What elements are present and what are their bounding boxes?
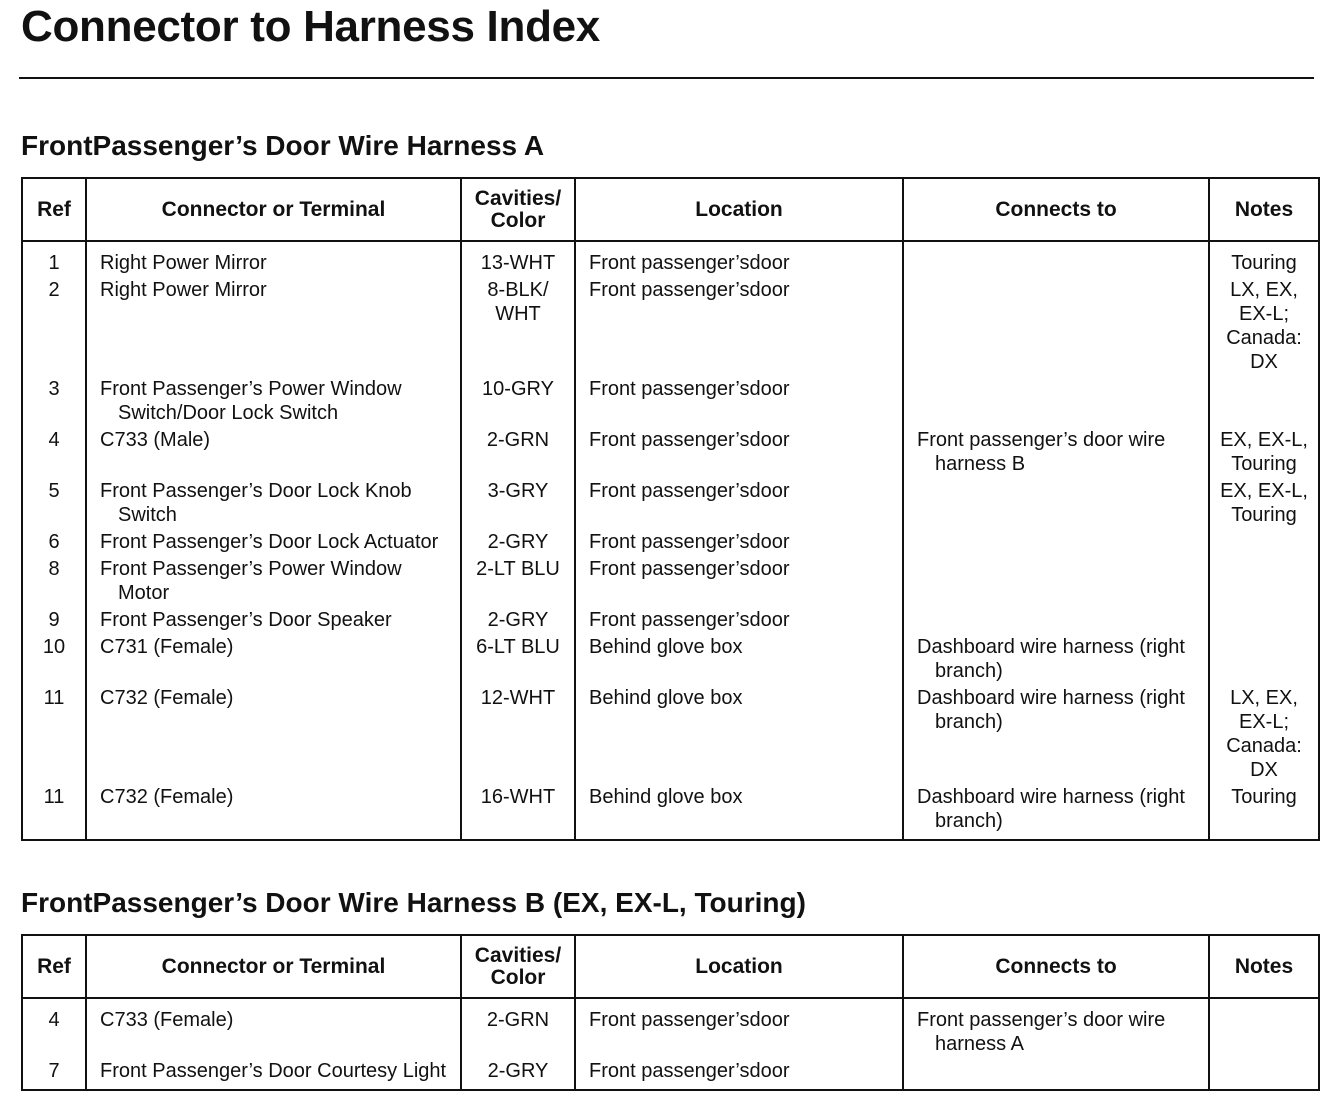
col-header-cavities-line1: Cavities/ bbox=[474, 943, 562, 967]
col-header-connector: Connector or Terminal bbox=[86, 935, 461, 998]
cavities-cell: 12-WHT bbox=[461, 684, 575, 783]
col-header-notes: Notes bbox=[1209, 935, 1319, 998]
connector-cell bbox=[86, 783, 461, 840]
table-row bbox=[22, 276, 1319, 375]
col-header-connects-to: Connects to bbox=[903, 935, 1209, 998]
table-row bbox=[22, 375, 1319, 426]
connector-cell bbox=[86, 684, 461, 783]
connects-to-cell-text: Dashboard wire harness (right branch) bbox=[917, 636, 1185, 682]
cavities-cell: 16-WHT bbox=[461, 783, 575, 840]
connector-cell-text: C731 (Female) bbox=[100, 636, 234, 658]
table-row bbox=[22, 783, 1319, 840]
connects-to-cell-text: Front passenger’s door wire harness B bbox=[917, 429, 1166, 475]
connects-to-cell bbox=[903, 375, 1209, 426]
ref-cell: 2 bbox=[22, 276, 86, 375]
connector-cell-text: Front Passenger’s Power Window Switch/Door Lock Switch bbox=[100, 378, 402, 424]
cavities-cell: 2-GRY bbox=[461, 528, 575, 555]
harness-a-title: FrontPassenger’s Door Wire Harness A bbox=[21, 130, 545, 161]
connects-to-cell bbox=[903, 1057, 1209, 1090]
location-cell: Behind glove box bbox=[575, 783, 903, 840]
table-row bbox=[22, 477, 1319, 528]
connector-cell bbox=[86, 633, 461, 684]
cavities-cell: 2-GRN bbox=[461, 998, 575, 1057]
connector-cell bbox=[86, 375, 461, 426]
notes-cell bbox=[1209, 375, 1319, 426]
table-row bbox=[22, 684, 1319, 783]
connects-to-cell bbox=[903, 426, 1209, 477]
table-row bbox=[22, 555, 1319, 606]
location-cell: Behind glove box bbox=[575, 684, 903, 783]
connects-to-cell-text: Dashboard wire harness (right branch) bbox=[917, 786, 1185, 832]
connects-to-cell bbox=[903, 528, 1209, 555]
location-cell: Front passenger’sdoor bbox=[575, 375, 903, 426]
location-cell: Front passenger’sdoor bbox=[575, 426, 903, 477]
connector-cell-text: Front Passenger’s Door Lock Knob Switch bbox=[100, 480, 412, 526]
cavities-cell: 2-GRN bbox=[461, 426, 575, 477]
location-cell: Front passenger’sdoor bbox=[575, 276, 903, 375]
connector-cell-text: Front Passenger’s Door Speaker bbox=[100, 609, 392, 631]
col-header-cavities-line2: Color bbox=[490, 965, 546, 989]
table-row bbox=[22, 633, 1319, 684]
location-cell: Front passenger’sdoor bbox=[575, 528, 903, 555]
connector-cell bbox=[86, 241, 461, 276]
connects-to-cell-text: Dashboard wire harness (right branch) bbox=[917, 687, 1185, 733]
harness-b-table bbox=[21, 934, 1320, 1091]
connector-cell-text: C733 (Female) bbox=[100, 1009, 234, 1031]
location-cell: Front passenger’sdoor bbox=[575, 606, 903, 633]
notes-cell: LX, EX, EX-L; Canada: DX bbox=[1209, 684, 1319, 783]
connector-cell-text: C732 (Female) bbox=[100, 687, 234, 709]
col-header-cavities-line1: Cavities/ bbox=[474, 186, 562, 210]
connects-to-cell bbox=[903, 783, 1209, 840]
col-header-location: Location bbox=[575, 935, 903, 998]
connects-to-cell bbox=[903, 606, 1209, 633]
ref-cell: 6 bbox=[22, 528, 86, 555]
col-header-cavities bbox=[461, 935, 575, 998]
notes-cell bbox=[1209, 528, 1319, 555]
ref-cell: 5 bbox=[22, 477, 86, 528]
harness-b-title: FrontPassenger’s Door Wire Harness B (EX, EX-L, Touring) bbox=[21, 887, 806, 918]
table-row bbox=[22, 426, 1319, 477]
notes-cell bbox=[1209, 633, 1319, 684]
table-row bbox=[22, 1057, 1319, 1090]
ref-cell: 3 bbox=[22, 375, 86, 426]
connects-to-cell bbox=[903, 633, 1209, 684]
connector-cell bbox=[86, 477, 461, 528]
connector-cell bbox=[86, 426, 461, 477]
connector-cell-text: C733 (Male) bbox=[100, 429, 211, 451]
cavities-cell: 6-LT BLU bbox=[461, 633, 575, 684]
connector-cell bbox=[86, 606, 461, 633]
notes-cell: LX, EX, EX-L; Canada: DX bbox=[1209, 276, 1319, 375]
cavities-cell: 2-GRY bbox=[461, 1057, 575, 1090]
connects-to-cell bbox=[903, 477, 1209, 528]
connects-to-cell-text: Front passenger’s door wire harness A bbox=[917, 1009, 1166, 1055]
header-row bbox=[22, 935, 1319, 998]
connects-to-cell bbox=[903, 555, 1209, 606]
location-cell: Front passenger’sdoor bbox=[575, 998, 903, 1057]
connects-to-cell bbox=[903, 998, 1209, 1057]
col-header-ref: Ref bbox=[22, 935, 86, 998]
table-row bbox=[22, 528, 1319, 555]
location-cell: Front passenger’sdoor bbox=[575, 477, 903, 528]
notes-cell bbox=[1209, 998, 1319, 1057]
location-cell: Front passenger’sdoor bbox=[575, 1057, 903, 1090]
ref-cell: 4 bbox=[22, 426, 86, 477]
location-cell: Front passenger’sdoor bbox=[575, 555, 903, 606]
ref-cell: 10 bbox=[22, 633, 86, 684]
ref-cell: 9 bbox=[22, 606, 86, 633]
cavities-cell: 2-LT BLU bbox=[461, 555, 575, 606]
col-header-notes: Notes bbox=[1209, 178, 1319, 241]
col-header-ref: Ref bbox=[22, 178, 86, 241]
notes-cell: EX, EX-L, Touring bbox=[1209, 426, 1319, 477]
location-cell: Behind glove box bbox=[575, 633, 903, 684]
notes-cell: Touring bbox=[1209, 241, 1319, 276]
connects-to-cell bbox=[903, 241, 1209, 276]
table-row bbox=[22, 241, 1319, 276]
col-header-cavities bbox=[461, 178, 575, 241]
page-title: Connector to Harness Index bbox=[21, 2, 600, 51]
connector-cell bbox=[86, 998, 461, 1057]
harness-a-table bbox=[21, 177, 1320, 841]
ref-cell: 7 bbox=[22, 1057, 86, 1090]
header-row bbox=[22, 178, 1319, 241]
cavities-cell: 3-GRY bbox=[461, 477, 575, 528]
connector-cell-text: Right Power Mirror bbox=[100, 279, 267, 301]
notes-cell: EX, EX-L, Touring bbox=[1209, 477, 1319, 528]
connector-cell-text: Front Passenger’s Door Courtesy Light bbox=[100, 1060, 447, 1082]
ref-cell: 8 bbox=[22, 555, 86, 606]
connects-to-cell bbox=[903, 276, 1209, 375]
harness-a-body bbox=[22, 241, 1319, 840]
location-cell: Front passenger’sdoor bbox=[575, 241, 903, 276]
connector-cell bbox=[86, 276, 461, 375]
ref-cell: 11 bbox=[22, 684, 86, 783]
title-divider bbox=[19, 77, 1314, 79]
ref-cell: 11 bbox=[22, 783, 86, 840]
connector-cell bbox=[86, 528, 461, 555]
notes-cell: Touring bbox=[1209, 783, 1319, 840]
connector-cell-text: Front Passenger’s Door Lock Actuator bbox=[100, 531, 439, 553]
notes-cell bbox=[1209, 555, 1319, 606]
col-header-cavities-line2: Color bbox=[490, 208, 546, 232]
connector-cell-text: C732 (Female) bbox=[100, 786, 234, 808]
connector-cell bbox=[86, 1057, 461, 1090]
col-header-location: Location bbox=[575, 178, 903, 241]
cavities-cell: 2-GRY bbox=[461, 606, 575, 633]
col-header-connects-to: Connects to bbox=[903, 178, 1209, 241]
notes-cell bbox=[1209, 606, 1319, 633]
notes-cell bbox=[1209, 1057, 1319, 1090]
connector-cell bbox=[86, 555, 461, 606]
cavities-cell: 10-GRY bbox=[461, 375, 575, 426]
ref-cell: 4 bbox=[22, 998, 86, 1057]
table-row bbox=[22, 998, 1319, 1057]
harness-b-body bbox=[22, 998, 1319, 1090]
cavities-cell: 13-WHT bbox=[461, 241, 575, 276]
cavities-cell: 8-BLK/ WHT bbox=[461, 276, 575, 375]
connector-cell-text: Front Passenger’s Power Window Motor bbox=[100, 558, 402, 604]
connects-to-cell bbox=[903, 684, 1209, 783]
col-header-connector: Connector or Terminal bbox=[86, 178, 461, 241]
table-row bbox=[22, 606, 1319, 633]
ref-cell: 1 bbox=[22, 241, 86, 276]
connector-cell-text: Right Power Mirror bbox=[100, 252, 267, 274]
